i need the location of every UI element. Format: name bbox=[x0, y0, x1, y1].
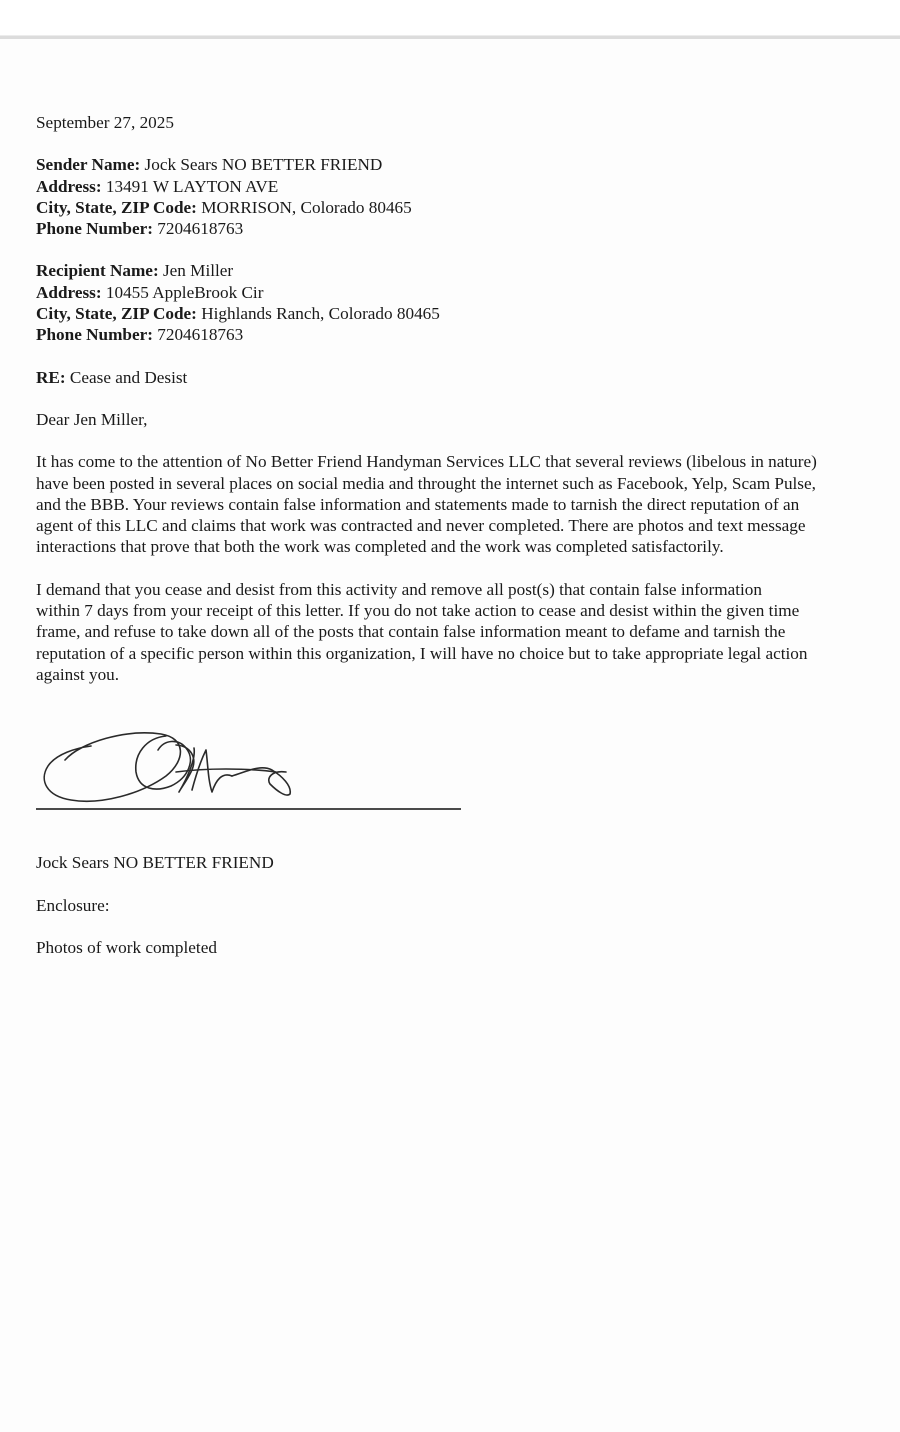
enclosure-item: Photos of work completed bbox=[36, 938, 217, 958]
recipient-block bbox=[36, 260, 882, 345]
recipient-phone-line bbox=[36, 324, 882, 345]
paragraph-line: within 7 days from your receipt of this letter. If you do not take action to cease and desist within the given time bbox=[36, 601, 800, 621]
body-paragraph-1 bbox=[36, 451, 882, 557]
closing-block bbox=[36, 852, 274, 980]
recipient-city-label: City, State, ZIP Code: bbox=[36, 304, 197, 324]
recipient-address-line bbox=[36, 282, 882, 303]
paragraph-line: I demand that you cease and desist from this activity and remove all post(s) that contain false information bbox=[36, 579, 762, 599]
paragraph-line: interactions that prove that both the work was completed and the work was completed satisfactorily. bbox=[36, 537, 724, 557]
letter-date: September 27, 2025 bbox=[36, 113, 174, 132]
paragraph-line: against you. bbox=[36, 664, 120, 684]
paragraph-line: agent of this LLC and claims that work was contracted and never completed. There are photos and text message bbox=[36, 516, 806, 536]
sender-name-label: Sender Name: bbox=[36, 155, 141, 175]
sender-phone: 7204618763 bbox=[157, 219, 244, 239]
sender-city-line bbox=[36, 197, 882, 218]
sender-name: Jock Sears NO BETTER FRIEND bbox=[144, 155, 383, 175]
salutation: Dear Jen Miller, bbox=[36, 409, 148, 429]
sender-address-label: Address: bbox=[36, 176, 102, 196]
sender-city-label: City, State, ZIP Code: bbox=[36, 197, 197, 217]
sender-block bbox=[36, 154, 882, 239]
recipient-phone: 7204618763 bbox=[157, 325, 244, 345]
subject-text: Cease and Desist bbox=[69, 367, 188, 387]
paragraph-line: reputation of a specific person within this organization, I will have no choice but to take appropriate legal action bbox=[36, 643, 808, 663]
signature-line bbox=[36, 808, 461, 810]
recipient-city: Highlands Ranch, Colorado 80465 bbox=[201, 304, 440, 324]
recipient-phone-label: Phone Number: bbox=[36, 325, 153, 345]
paragraph-line: frame, and refuse to take down all of the posts that contain false information meant to defame and tarnish the bbox=[36, 622, 786, 642]
body-paragraph-2 bbox=[36, 579, 882, 685]
paragraph-line: It has come to the attention of No Better Friend Handyman Services LLC that several reviews (libelous in nature) bbox=[36, 452, 817, 472]
sender-name-line bbox=[36, 154, 882, 175]
sender-city: MORRISON, Colorado 80465 bbox=[201, 197, 412, 217]
subject-label: RE: bbox=[36, 367, 66, 387]
recipient-address: 10455 AppleBrook Cir bbox=[105, 282, 264, 302]
sender-phone-label: Phone Number: bbox=[36, 219, 153, 239]
recipient-city-line bbox=[36, 303, 882, 324]
recipient-name-label: Recipient Name: bbox=[36, 261, 159, 281]
signatory-name: Jock Sears NO BETTER FRIEND bbox=[36, 853, 274, 872]
paragraph-line: have been posted in several places on social media and throught the internet such as Facebook, Yelp, Scam Pulse, bbox=[36, 473, 816, 493]
signature-area bbox=[36, 720, 462, 812]
recipient-address-label: Address: bbox=[36, 282, 102, 302]
enclosure-label: Enclosure: bbox=[36, 895, 110, 915]
handwritten-signature bbox=[36, 720, 336, 810]
sender-phone-line bbox=[36, 218, 882, 239]
recipient-name: Jen Miller bbox=[162, 261, 234, 281]
subject-line bbox=[36, 367, 882, 388]
paragraph-line: and the BBB. Your reviews contain false information and statements made to tarnish the direct reputation of an bbox=[36, 494, 800, 514]
recipient-name-line bbox=[36, 260, 882, 281]
letter-body bbox=[36, 112, 882, 706]
sender-address-line bbox=[36, 176, 882, 197]
sender-address: 13491 W LAYTON AVE bbox=[105, 176, 279, 196]
